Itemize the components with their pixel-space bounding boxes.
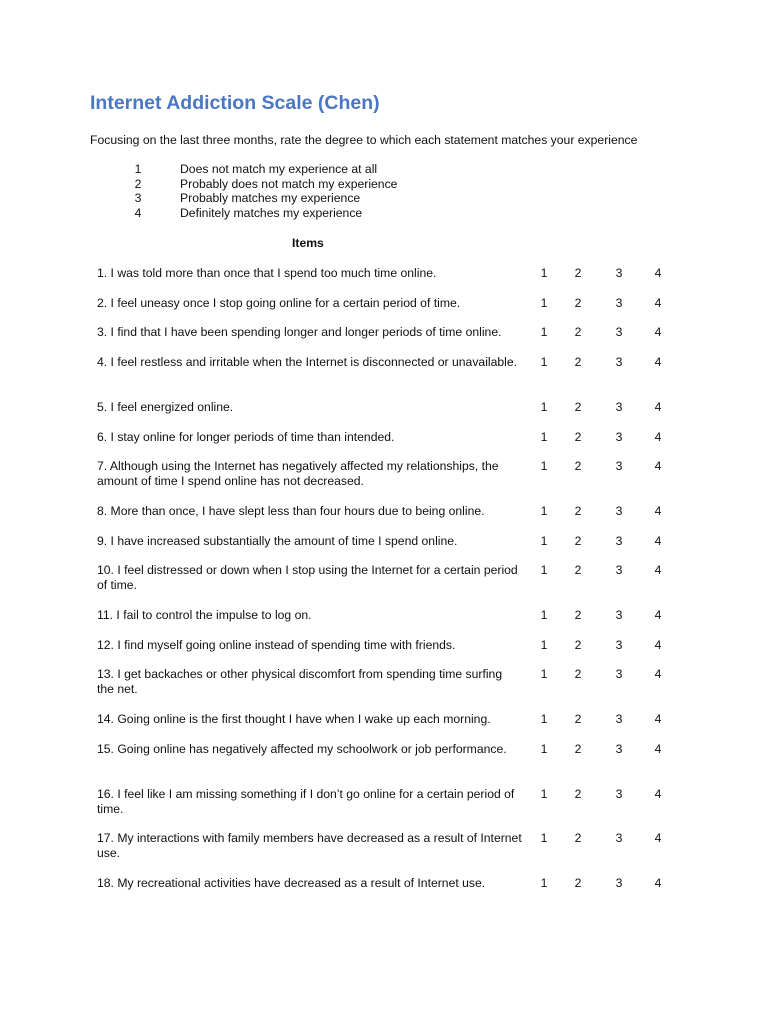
- rating-option-1[interactable]: 1: [540, 400, 548, 414]
- rating-option-2[interactable]: 2: [574, 459, 582, 473]
- legend-label: Definitely matches my experience: [180, 205, 363, 220]
- item-statement: 5. I feel energized online.: [97, 400, 234, 414]
- item-row: [97, 296, 768, 326]
- rating-option-3[interactable]: 3: [615, 787, 623, 801]
- rating-option-2[interactable]: 2: [574, 876, 582, 890]
- item-row: [97, 608, 768, 638]
- rating-option-4[interactable]: 4: [654, 534, 662, 548]
- item-statement: 18. My recreational activities have decreased as a result of Internet use.: [97, 876, 486, 890]
- item-statement: 1. I was told more than once that I spend too much time online.: [97, 266, 437, 280]
- rating-option-4[interactable]: 4: [654, 638, 662, 652]
- item-row: [97, 563, 768, 593]
- rating-option-1[interactable]: 1: [540, 504, 548, 518]
- rating-option-2[interactable]: 2: [574, 667, 582, 681]
- item-statement: 2. I feel uneasy once I stop going online for a certain period of time.: [97, 296, 461, 310]
- rating-option-3[interactable]: 3: [615, 638, 623, 652]
- item-statement: 15. Going online has negatively affected my schoolwork or job performance.: [97, 742, 507, 756]
- legend-value: 3: [134, 191, 142, 206]
- item-statement: 8. More than once, I have slept less than four hours due to being online.: [97, 504, 485, 518]
- rating-option-3[interactable]: 3: [615, 712, 623, 726]
- rating-option-2[interactable]: 2: [574, 504, 582, 518]
- legend-label: Does not match my experience at all: [180, 162, 378, 176]
- item-row: [97, 504, 768, 534]
- rating-option-2[interactable]: 2: [574, 430, 582, 444]
- rating-option-3[interactable]: 3: [615, 831, 623, 845]
- rating-option-1[interactable]: 1: [540, 325, 548, 339]
- item-row: [97, 400, 768, 430]
- legend-label: Probably matches my experience: [180, 191, 361, 206]
- items-heading: Items: [292, 236, 324, 250]
- rating-option-3[interactable]: 3: [615, 876, 623, 890]
- item-row: [97, 831, 768, 861]
- legend-row: [90, 162, 490, 177]
- rating-option-1[interactable]: 1: [540, 459, 548, 473]
- item-statement: 7. Although using the Internet has negatively affected my relationships, the amount of time I spend online has not decreased.: [97, 459, 499, 489]
- rating-scale-legend: [90, 162, 490, 220]
- item-row: [97, 876, 768, 906]
- item-statement: 3. I find that I have been spending longer and longer periods of time online.: [97, 325, 502, 339]
- rating-option-4[interactable]: 4: [654, 504, 662, 518]
- rating-option-2[interactable]: 2: [574, 608, 582, 622]
- rating-option-3[interactable]: 3: [615, 504, 623, 518]
- rating-option-1[interactable]: 1: [540, 608, 548, 622]
- rating-option-3[interactable]: 3: [615, 534, 623, 548]
- rating-option-2[interactable]: 2: [574, 563, 582, 577]
- item-statement: 9. I have increased substantially the amount of time I spend online.: [97, 534, 458, 548]
- item-row: [97, 266, 768, 296]
- rating-option-2[interactable]: 2: [574, 296, 582, 310]
- legend-row: [90, 206, 490, 221]
- legend-value: 4: [134, 205, 142, 220]
- legend-row: [90, 177, 490, 192]
- rating-option-2[interactable]: 2: [574, 400, 582, 414]
- rating-option-1[interactable]: 1: [540, 296, 548, 310]
- rating-option-1[interactable]: 1: [540, 266, 548, 280]
- legend-row: [90, 191, 490, 206]
- item-row: [97, 459, 768, 489]
- item-row: [97, 325, 768, 355]
- rating-option-4[interactable]: 4: [654, 325, 662, 339]
- rating-option-2[interactable]: 2: [574, 712, 582, 726]
- rating-option-2[interactable]: 2: [574, 742, 582, 756]
- rating-option-4[interactable]: 4: [654, 831, 662, 845]
- item-row: [97, 534, 768, 564]
- item-statement: 13. I get backaches or other physical discomfort from spending time surfing the net.: [97, 667, 503, 697]
- item-statement: 6. I stay online for longer periods of time than intended.: [97, 430, 395, 444]
- rating-option-1[interactable]: 1: [540, 742, 548, 756]
- rating-option-1[interactable]: 1: [540, 831, 548, 845]
- rating-option-3[interactable]: 3: [615, 325, 623, 339]
- rating-option-3[interactable]: 3: [615, 400, 623, 414]
- rating-option-1[interactable]: 1: [540, 787, 548, 801]
- rating-option-3[interactable]: 3: [615, 667, 623, 681]
- rating-option-3[interactable]: 3: [615, 296, 623, 310]
- rating-option-4[interactable]: 4: [654, 266, 662, 280]
- rating-option-1[interactable]: 1: [540, 355, 548, 369]
- rating-option-2[interactable]: 2: [574, 266, 582, 280]
- item-row: [97, 355, 768, 385]
- legend-value: 2: [134, 176, 142, 191]
- rating-option-4[interactable]: 4: [654, 563, 662, 577]
- item-statement: 4. I feel restless and irritable when the Internet is disconnected or unavailable.: [97, 355, 518, 369]
- item-statement: 17. My interactions with family members have decreased as a result of Internet use.: [97, 831, 522, 861]
- instructions-text: Focusing on the last three months, rate the degree to which each statement matches your experience: [90, 133, 638, 147]
- item-row: [97, 712, 768, 742]
- rating-option-1[interactable]: 1: [540, 534, 548, 548]
- rating-option-2[interactable]: 2: [574, 534, 582, 548]
- rating-option-3[interactable]: 3: [615, 355, 623, 369]
- item-statement: 10. I feel distressed or down when I stop using the Internet for a certain period of time.: [97, 563, 518, 593]
- rating-option-1[interactable]: 1: [540, 563, 548, 577]
- legend-value: 1: [134, 162, 142, 176]
- item-statement: 11. I fail to control the impulse to log on.: [97, 608, 312, 622]
- rating-option-2[interactable]: 2: [574, 638, 582, 652]
- rating-option-3[interactable]: 3: [615, 742, 623, 756]
- rating-option-3[interactable]: 3: [615, 459, 623, 473]
- rating-option-1[interactable]: 1: [540, 667, 548, 681]
- rating-option-4[interactable]: 4: [654, 876, 662, 890]
- rating-option-4[interactable]: 4: [654, 667, 662, 681]
- item-row: [97, 430, 768, 460]
- rating-option-1[interactable]: 1: [540, 876, 548, 890]
- rating-option-4[interactable]: 4: [654, 787, 662, 801]
- rating-option-4[interactable]: 4: [654, 459, 662, 473]
- item-statement: 16. I feel like I am missing something if I don’t go online for a certain period of time.: [97, 787, 515, 817]
- item-statement: 14. Going online is the first thought I have when I wake up each morning.: [97, 712, 491, 726]
- rating-option-4[interactable]: 4: [654, 608, 662, 622]
- rating-option-1[interactable]: 1: [540, 430, 548, 444]
- item-statement: 12. I find myself going online instead of spending time with friends.: [97, 638, 456, 652]
- rating-option-2[interactable]: 2: [574, 831, 582, 845]
- rating-option-1[interactable]: 1: [540, 638, 548, 652]
- rating-option-4[interactable]: 4: [654, 400, 662, 414]
- item-row: [97, 787, 768, 817]
- rating-option-4[interactable]: 4: [654, 742, 662, 756]
- rating-option-3[interactable]: 3: [615, 563, 623, 577]
- item-row: [97, 742, 768, 772]
- rating-option-2[interactable]: 2: [574, 355, 582, 369]
- rating-option-4[interactable]: 4: [654, 430, 662, 444]
- rating-option-2[interactable]: 2: [574, 325, 582, 339]
- rating-option-3[interactable]: 3: [615, 430, 623, 444]
- document-title: Internet Addiction Scale (Chen): [90, 92, 380, 114]
- item-row: [97, 667, 768, 697]
- rating-option-3[interactable]: 3: [615, 608, 623, 622]
- rating-option-1[interactable]: 1: [540, 712, 548, 726]
- rating-option-4[interactable]: 4: [654, 296, 662, 310]
- legend-label: Probably does not match my experience: [180, 176, 398, 191]
- rating-option-4[interactable]: 4: [654, 355, 662, 369]
- item-row: [97, 638, 768, 668]
- rating-option-4[interactable]: 4: [654, 712, 662, 726]
- rating-option-2[interactable]: 2: [574, 787, 582, 801]
- rating-option-3[interactable]: 3: [615, 266, 623, 280]
